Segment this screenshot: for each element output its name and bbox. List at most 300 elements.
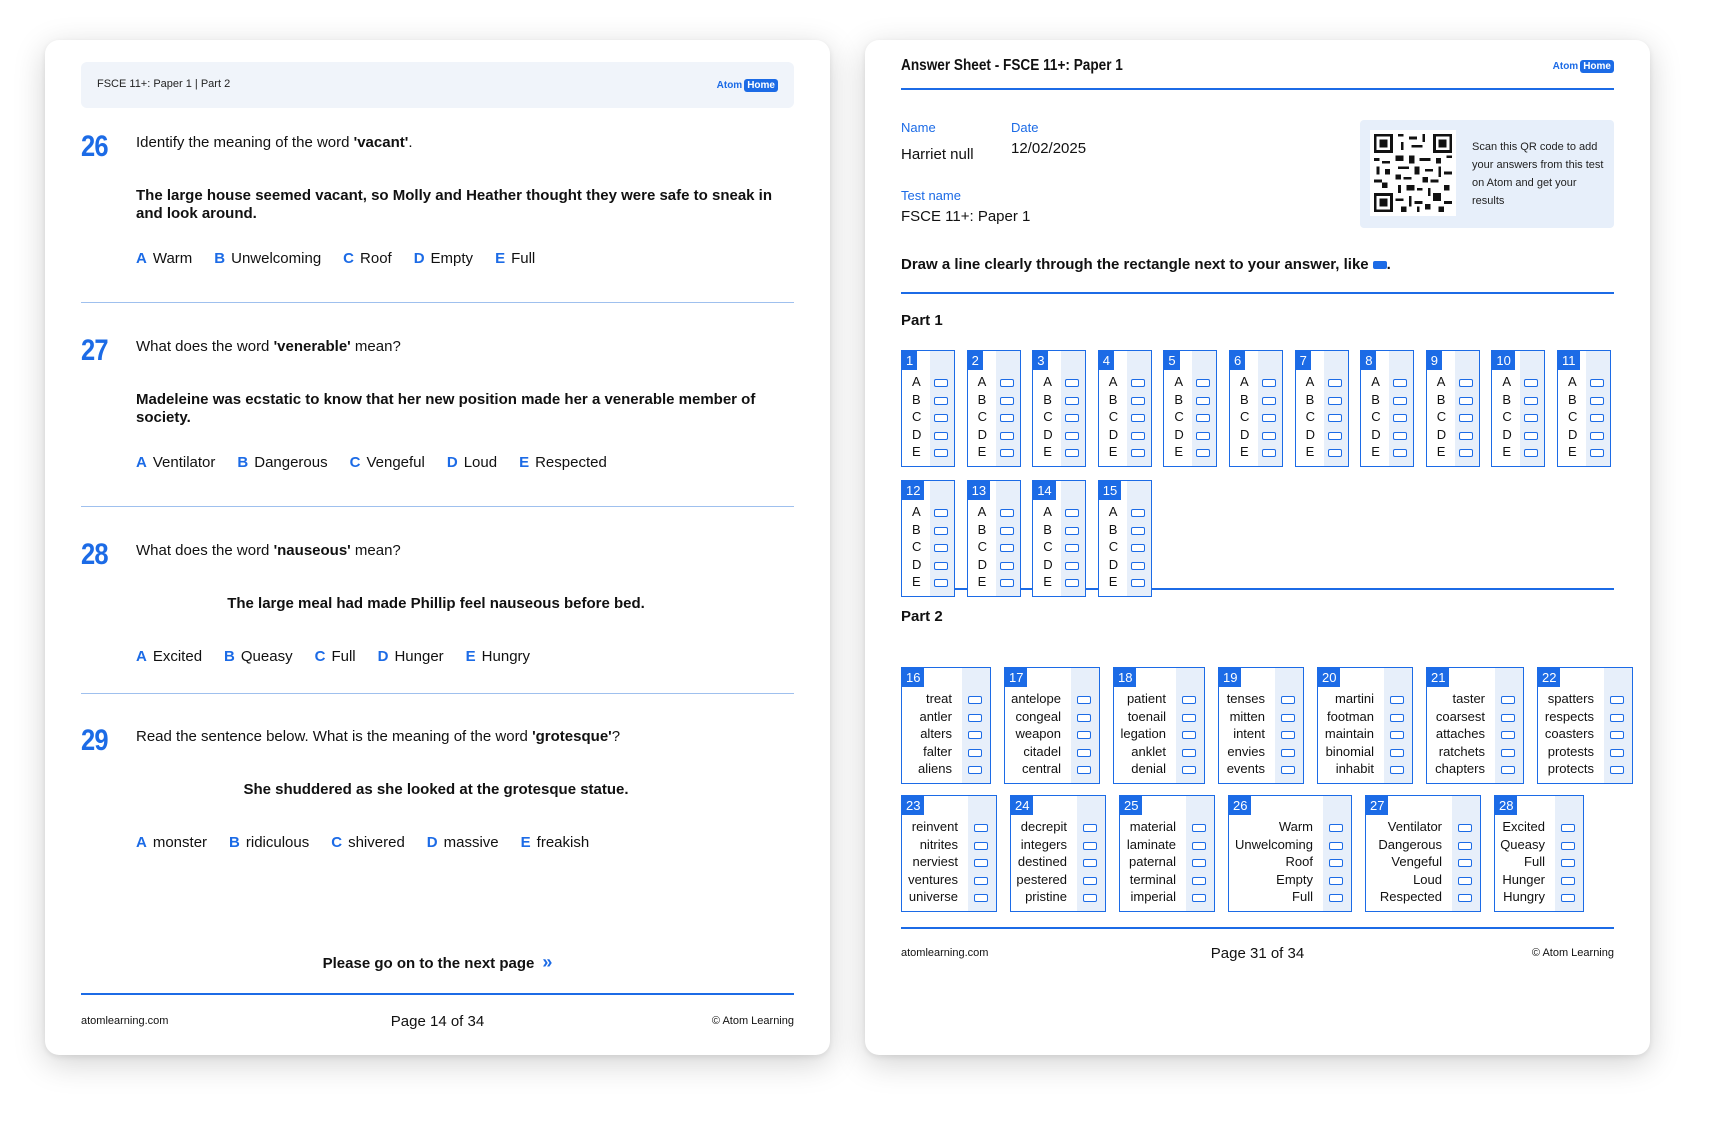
answer-option (1538, 761, 1632, 778)
answer-rectangle[interactable] (1262, 449, 1276, 457)
answer-option (1318, 709, 1412, 726)
option-a[interactable]: A monster (136, 834, 208, 851)
answer-option-e (1164, 444, 1216, 461)
divider (81, 506, 794, 507)
answer-rectangle[interactable] (1131, 527, 1145, 535)
option-word: Hungry (1503, 889, 1545, 904)
answer-rectangle[interactable] (1329, 894, 1343, 902)
option-word: spatters (1547, 691, 1594, 706)
answer-option-a (1033, 374, 1085, 391)
option-word: protests (1547, 743, 1594, 759)
option-letter: A (1043, 374, 1052, 389)
answer-rectangle[interactable] (1077, 749, 1091, 757)
answer-rectangle[interactable] (1501, 731, 1515, 739)
answer-option (1120, 837, 1214, 854)
answer-rectangle[interactable] (1196, 449, 1210, 457)
answer-rectangle[interactable] (1524, 414, 1538, 422)
option-word: Ventilator (1387, 819, 1442, 834)
answer-rectangle[interactable] (1329, 824, 1343, 832)
answer-rectangle[interactable] (1065, 527, 1079, 535)
answer-rectangle[interactable] (1524, 397, 1538, 405)
answer-rectangle[interactable] (1329, 859, 1343, 867)
double-chevron-right-icon: » (542, 952, 553, 972)
option-d[interactable]: D Empty (413, 250, 474, 267)
answer-option-c (1230, 409, 1282, 426)
answer-rectangle[interactable] (1390, 766, 1404, 774)
answer-rectangle[interactable] (1131, 379, 1145, 387)
answer-rectangle[interactable] (1501, 714, 1515, 722)
answer-rectangle[interactable] (1000, 579, 1014, 587)
answer-rectangle[interactable] (1083, 842, 1097, 850)
answer-rectangle[interactable] (1610, 696, 1624, 704)
option-letter: B (1371, 391, 1380, 407)
option-letter: B (1108, 521, 1118, 537)
answer-rectangle[interactable] (1000, 397, 1014, 405)
option-word: Queasy (1500, 836, 1545, 852)
option-b[interactable]: B Dangerous (237, 454, 328, 471)
option-word: decrepit (1020, 819, 1067, 834)
answer-rectangle[interactable] (1192, 877, 1206, 885)
answer-rectangle[interactable] (1065, 414, 1079, 422)
question-number: 13 (968, 481, 990, 500)
answer-rectangle[interactable] (1501, 696, 1515, 704)
answer-option (1120, 872, 1214, 889)
answer-rectangle[interactable] (934, 544, 948, 552)
answer-option-b (1558, 392, 1610, 409)
answer-rectangle[interactable] (1131, 414, 1145, 422)
answer-box-11 (1557, 350, 1611, 467)
answer-rectangle[interactable] (1131, 397, 1145, 405)
answer-rectangle[interactable] (1610, 749, 1624, 757)
option-letter: C (1502, 409, 1512, 424)
answer-rectangle[interactable] (1000, 544, 1014, 552)
answer-rectangle[interactable] (1077, 696, 1091, 704)
option-word: inhabit (1335, 761, 1374, 776)
option-d[interactable]: D massive (426, 834, 499, 851)
answer-option (902, 691, 990, 708)
answer-rectangle[interactable] (1182, 731, 1196, 739)
option-word: laminate (1126, 836, 1176, 852)
answer-rectangle[interactable] (1328, 449, 1342, 457)
answer-option-c (1492, 409, 1544, 426)
answer-option-d (1099, 427, 1151, 444)
answer-option-e (1033, 574, 1085, 591)
answer-rectangle[interactable] (1458, 877, 1472, 885)
option-letter: C (912, 539, 922, 554)
option-letter: D (1108, 426, 1119, 442)
option-letter: A (912, 374, 921, 389)
answer-rectangle[interactable] (1131, 562, 1145, 570)
answer-option-b (1492, 392, 1544, 409)
answer-rectangle[interactable] (1328, 414, 1342, 422)
answer-rectangle[interactable] (1131, 432, 1145, 440)
option-letter: E (1568, 444, 1577, 459)
answer-rectangle[interactable] (1281, 749, 1295, 757)
answer-rectangle[interactable] (968, 749, 982, 757)
answer-rectangle[interactable] (1390, 714, 1404, 722)
answer-rectangle[interactable] (934, 414, 948, 422)
answer-option (1005, 691, 1099, 708)
answer-option-d (1427, 427, 1479, 444)
answer-rectangle[interactable] (1000, 432, 1014, 440)
answer-rectangle[interactable] (1196, 414, 1210, 422)
answer-rectangle[interactable] (1458, 859, 1472, 867)
answer-rectangle[interactable] (1196, 397, 1210, 405)
answer-rectangle[interactable] (1077, 731, 1091, 739)
question-number: 5 (1164, 351, 1179, 370)
answer-option-c (1558, 409, 1610, 426)
option-letter: D (1043, 426, 1053, 442)
answer-rectangle[interactable] (1393, 449, 1407, 457)
answer-rectangle[interactable] (1077, 766, 1091, 774)
answer-rectangle[interactable] (974, 824, 988, 832)
answer-rectangle[interactable] (1077, 714, 1091, 722)
option-d[interactable]: D Hunger (377, 648, 444, 665)
answer-option (1366, 819, 1480, 836)
marking-instruction: Draw a line clearly through the rectangle next to your answer, like . (901, 256, 1391, 273)
question-number: 1 (902, 351, 917, 370)
answer-rectangle[interactable] (934, 562, 948, 570)
answer-rectangle[interactable] (1131, 509, 1145, 517)
answer-option-c (968, 539, 1020, 556)
section-rule (901, 292, 1614, 294)
answer-rectangle[interactable] (1131, 544, 1145, 552)
answer-option (1229, 889, 1351, 906)
option-letter: E (1174, 444, 1184, 459)
answer-option-b (968, 522, 1020, 539)
answer-rectangle[interactable] (1281, 714, 1295, 722)
question-number: 25 (1120, 796, 1142, 815)
answer-box-24 (1010, 795, 1106, 912)
option-letter: B (1043, 391, 1052, 407)
option-a[interactable]: A Excited (136, 648, 203, 665)
answer-rectangle[interactable] (934, 579, 948, 587)
answer-option-c (1033, 539, 1085, 556)
answer-rectangle[interactable] (1561, 894, 1575, 902)
answer-option (1229, 854, 1351, 871)
option-letter: A (1305, 374, 1315, 389)
option-word: Loud (1413, 871, 1442, 887)
date-value: 12/02/2025 (1011, 140, 1087, 157)
answer-option (1011, 819, 1105, 836)
option-word: tenses (1226, 691, 1265, 706)
option-letter: A (1568, 374, 1577, 389)
option-a[interactable]: A Warm (136, 250, 193, 267)
answer-rectangle[interactable] (934, 379, 948, 387)
question-number: 26 (81, 130, 108, 163)
answer-rectangle[interactable] (1458, 824, 1472, 832)
answer-rectangle[interactable] (1262, 397, 1276, 405)
page-number: Page 14 of 34 (390, 1013, 485, 1030)
answer-box-8 (1360, 350, 1414, 467)
answer-rectangle[interactable] (1393, 432, 1407, 440)
answer-option-b (1296, 392, 1348, 409)
question-number: 9 (1427, 351, 1442, 370)
answer-rectangle[interactable] (1328, 432, 1342, 440)
answer-box-7 (1295, 350, 1349, 467)
option-letter: A (1502, 374, 1512, 389)
answer-rectangle[interactable] (1561, 877, 1575, 885)
option-word: universe (908, 889, 958, 904)
answer-rectangle[interactable] (1000, 449, 1014, 457)
answer-rectangle[interactable] (974, 894, 988, 902)
answer-rectangle[interactable] (1000, 379, 1014, 387)
answer-box-1 (901, 350, 955, 467)
answer-rectangle[interactable] (1610, 731, 1624, 739)
answer-rectangle[interactable] (974, 877, 988, 885)
answer-option-d (1099, 557, 1151, 574)
answer-rectangle[interactable] (1065, 397, 1079, 405)
answer-rectangle[interactable] (1393, 379, 1407, 387)
question-number: 28 (1495, 796, 1517, 815)
answer-rectangle[interactable] (1393, 397, 1407, 405)
answer-rectangle[interactable] (1590, 379, 1604, 387)
answer-rectangle[interactable] (1131, 449, 1145, 457)
answer-option-a (1099, 504, 1151, 521)
answer-rectangle[interactable] (1459, 449, 1473, 457)
option-word: Dangerous (1378, 836, 1442, 852)
answer-option (1005, 726, 1099, 743)
answer-option (1427, 761, 1523, 778)
answer-rectangle[interactable] (968, 696, 982, 704)
option-e[interactable]: E Hungry (465, 648, 531, 665)
answer-rectangle[interactable] (1131, 579, 1145, 587)
answer-rectangle[interactable] (1192, 842, 1206, 850)
answer-rectangle[interactable] (1192, 894, 1206, 902)
question-number: 6 (1230, 351, 1245, 370)
answer-option-c (968, 409, 1020, 426)
answer-rectangle[interactable] (1459, 379, 1473, 387)
answer-option-d (968, 427, 1020, 444)
option-letter: B (1108, 391, 1118, 407)
question-number: 28 (81, 538, 108, 571)
answer-option-a (1164, 374, 1216, 391)
answer-rectangle[interactable] (1610, 714, 1624, 722)
answer-rectangle[interactable] (1459, 397, 1473, 405)
answer-option-b (1099, 522, 1151, 539)
answer-rectangle[interactable] (1390, 696, 1404, 704)
answer-rectangle[interactable] (1196, 379, 1210, 387)
answer-rectangle[interactable] (1000, 527, 1014, 535)
answer-option (1427, 691, 1523, 708)
answer-rectangle[interactable] (1182, 749, 1196, 757)
option-word: terminal (1129, 871, 1176, 887)
answer-rectangle[interactable] (934, 397, 948, 405)
answer-rectangle[interactable] (1281, 696, 1295, 704)
option-word: intent (1233, 726, 1265, 741)
answer-option (1538, 726, 1632, 743)
option-letter: D (912, 556, 922, 572)
answer-option-e (1361, 444, 1413, 461)
answer-option-e (968, 444, 1020, 461)
option-word: events (1226, 761, 1265, 776)
answer-option-a (1361, 374, 1413, 391)
option-c[interactable]: C Roof (343, 250, 392, 267)
option-letter: C (1371, 409, 1381, 424)
option-word: antelope (1011, 691, 1061, 706)
option-word: material (1129, 819, 1176, 834)
answer-option (1114, 709, 1204, 726)
answer-rectangle[interactable] (1590, 449, 1604, 457)
answer-rectangle[interactable] (1328, 397, 1342, 405)
answer-rectangle[interactable] (1501, 766, 1515, 774)
answer-rectangle[interactable] (1065, 579, 1079, 587)
answer-rectangle[interactable] (974, 859, 988, 867)
answer-rectangle[interactable] (1281, 731, 1295, 739)
answer-option (902, 889, 996, 906)
answer-rectangle[interactable] (1501, 749, 1515, 757)
option-b[interactable]: B Queasy (224, 648, 293, 665)
answer-rectangle[interactable] (1561, 824, 1575, 832)
answer-rectangle[interactable] (1393, 414, 1407, 422)
option-letter: E (1043, 574, 1052, 589)
answer-rectangle[interactable] (1524, 449, 1538, 457)
answer-rectangle[interactable] (1065, 449, 1079, 457)
answer-option (1495, 837, 1583, 854)
atom-home-logo: Atom Home (1553, 60, 1614, 73)
option-e[interactable]: E freakish (520, 834, 590, 851)
answer-rectangle[interactable] (1524, 432, 1538, 440)
answer-rectangle[interactable] (1000, 414, 1014, 422)
answer-rectangle[interactable] (934, 527, 948, 535)
option-word: mitten (1229, 708, 1265, 724)
option-c[interactable]: C Vengeful (349, 454, 425, 471)
answer-rectangle[interactable] (1065, 379, 1079, 387)
answer-rectangle[interactable] (1262, 432, 1276, 440)
answer-rectangle[interactable] (1329, 842, 1343, 850)
answer-rectangle[interactable] (934, 449, 948, 457)
answer-rectangle[interactable] (968, 766, 982, 774)
answer-rectangle[interactable] (1065, 432, 1079, 440)
option-b[interactable]: B Unwelcoming (214, 250, 322, 267)
date-label: Date (1011, 120, 1039, 135)
answer-option-c (902, 539, 954, 556)
answer-rectangle[interactable] (934, 509, 948, 517)
answer-rectangle[interactable] (1561, 842, 1575, 850)
answer-option-d (1492, 427, 1544, 444)
footer-site: atomlearning.com (81, 1015, 169, 1027)
answer-rectangle[interactable] (1390, 731, 1404, 739)
answer-rectangle[interactable] (1065, 544, 1079, 552)
answer-rectangle[interactable] (1083, 859, 1097, 867)
option-letter: A (1436, 374, 1446, 389)
option-word: central (1021, 761, 1061, 776)
option-letter: C (1568, 409, 1578, 424)
part-1-label: Part 1 (901, 312, 943, 329)
answer-rectangle[interactable] (1083, 824, 1097, 832)
option-word: Excited (1502, 819, 1545, 834)
question-prompt: What does the word 'nauseous' mean? (136, 542, 401, 559)
option-a[interactable]: A Ventilator (136, 454, 216, 471)
answer-rectangle[interactable] (1610, 766, 1624, 774)
answer-rectangle[interactable] (1281, 766, 1295, 774)
answer-rectangle[interactable] (934, 432, 948, 440)
answer-rectangle[interactable] (974, 842, 988, 850)
question-sentence: The large meal had made Phillip feel nauseous before bed. (227, 595, 645, 612)
answer-rectangle[interactable] (1390, 749, 1404, 757)
question-number: 26 (1229, 796, 1251, 815)
option-word: Empty (1276, 871, 1313, 887)
answer-rectangle[interactable] (1083, 894, 1097, 902)
answer-option-e (902, 574, 954, 591)
option-c[interactable]: C Full (314, 648, 356, 665)
answer-options (136, 250, 535, 267)
answer-box-20 (1317, 667, 1413, 784)
answer-rectangle[interactable] (1459, 432, 1473, 440)
answer-rectangle[interactable] (1524, 379, 1538, 387)
answer-rectangle[interactable] (1192, 859, 1206, 867)
answer-box-13 (967, 480, 1021, 597)
answer-rectangle[interactable] (1000, 562, 1014, 570)
option-word: maintain (1324, 726, 1374, 741)
option-d[interactable]: D Loud (446, 454, 498, 471)
answer-rectangle[interactable] (1459, 414, 1473, 422)
answer-box-21 (1426, 667, 1524, 784)
option-letter: E (1240, 444, 1249, 459)
answer-rectangle[interactable] (1182, 766, 1196, 774)
answer-rectangle[interactable] (1458, 894, 1472, 902)
option-letter: C (1043, 409, 1053, 424)
answer-rectangle[interactable] (1590, 432, 1604, 440)
option-letter: B (912, 521, 921, 537)
answer-option-a (902, 504, 954, 521)
option-word: anklet (1131, 743, 1166, 759)
answer-rectangle[interactable] (1182, 696, 1196, 704)
option-letter: D (977, 426, 987, 442)
question-number: 8 (1361, 351, 1376, 370)
option-word: integers (1020, 836, 1067, 852)
answer-rectangle[interactable] (1262, 414, 1276, 422)
option-letter: B (977, 521, 987, 537)
divider (81, 302, 794, 303)
answer-rectangle[interactable] (1262, 379, 1276, 387)
answer-rectangle[interactable] (968, 731, 982, 739)
answer-rectangle[interactable] (1192, 824, 1206, 832)
answer-rectangle[interactable] (1182, 714, 1196, 722)
answer-rectangle[interactable] (1561, 859, 1575, 867)
answer-rectangle[interactable] (1458, 842, 1472, 850)
answer-rectangle[interactable] (1590, 397, 1604, 405)
option-word: Unwelcoming (1234, 836, 1313, 852)
answer-rectangle[interactable] (1328, 379, 1342, 387)
answer-rectangle[interactable] (1329, 877, 1343, 885)
option-e[interactable]: E Full (495, 250, 536, 267)
answer-box-12 (901, 480, 955, 597)
option-word: destined (1017, 854, 1067, 869)
answer-option (1219, 709, 1303, 726)
answer-rectangle[interactable] (1065, 509, 1079, 517)
answer-rectangle[interactable] (1196, 432, 1210, 440)
option-letter: C (1436, 409, 1447, 424)
answer-option (1495, 854, 1583, 871)
answer-rectangle[interactable] (968, 714, 982, 722)
answer-option-e (1296, 444, 1348, 461)
answer-rectangle[interactable] (1590, 414, 1604, 422)
option-word: toenail (1127, 708, 1166, 724)
answer-option-d (902, 557, 954, 574)
option-b[interactable]: B ridiculous (229, 834, 310, 851)
option-e[interactable]: E Respected (519, 454, 607, 471)
footer-site: atomlearning.com (901, 947, 989, 959)
answer-rectangle[interactable] (1065, 562, 1079, 570)
answer-rectangle[interactable] (1000, 509, 1014, 517)
page-header (81, 62, 794, 108)
qr-code-icon[interactable] (1370, 130, 1456, 216)
answer-option-c (1361, 409, 1413, 426)
option-c[interactable]: C shivered (331, 834, 405, 851)
answer-rectangle[interactable] (1083, 877, 1097, 885)
answer-option-d (1033, 557, 1085, 574)
